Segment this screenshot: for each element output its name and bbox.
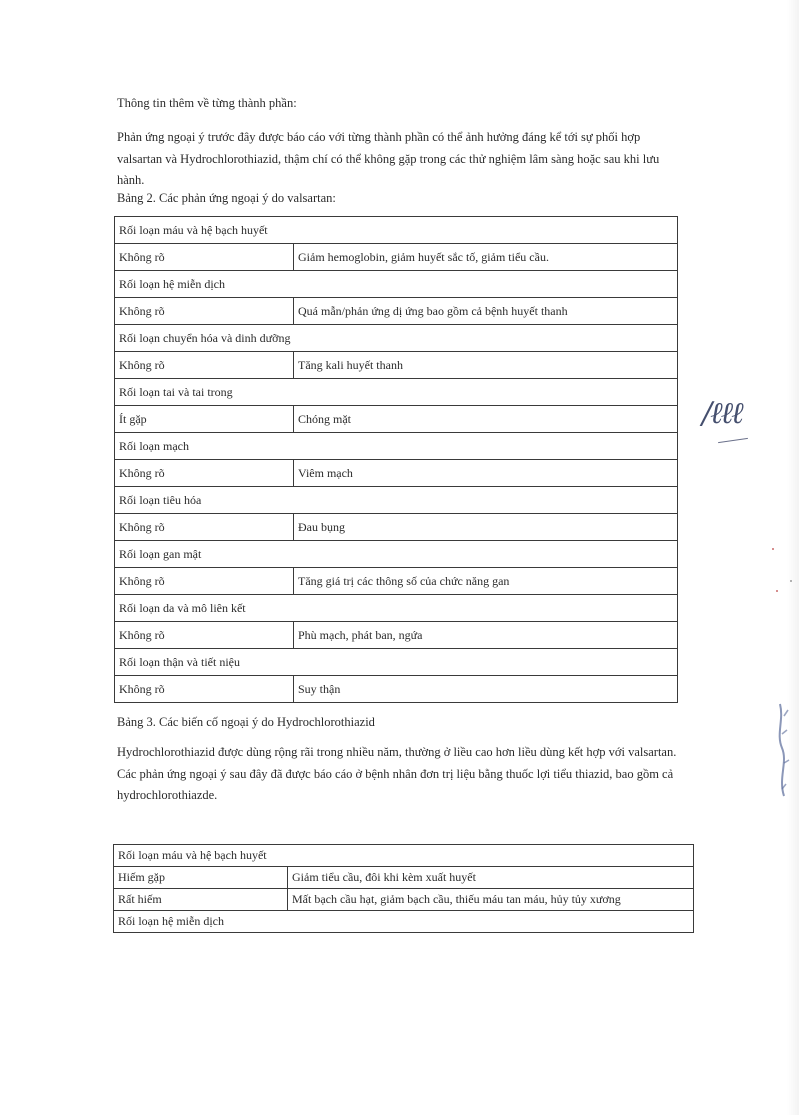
section-cell: Rối loạn thận và tiết niệu [115, 649, 678, 676]
table-row [115, 298, 678, 325]
table2-caption: Bảng 2. Các phản ứng ngoại ý do valsartan: [117, 191, 336, 205]
table-row [115, 514, 678, 541]
hctz-paragraph: Hydrochlorothiazid được dùng rộng rãi trong nhiều năm, thường ở liều cao hơn liều dùng kết hợp với valsartan. Các phản ứng ngoại ý sau đây đã được báo cáo ở bệnh nhân đơn trị liệu bằng thuốc lợi tiểu thiazid, bao gồm cả hydrochlorothiazde. [117, 745, 677, 802]
frequency-cell: Không rõ [115, 568, 294, 595]
effect-cell: Phù mạch, phát ban, ngứa [294, 622, 678, 649]
frequency-cell: Không rõ [115, 460, 294, 487]
effect-cell: Suy thận [294, 676, 678, 703]
frequency-cell: Không rõ [115, 676, 294, 703]
section-cell: Rối loạn chuyển hóa và dinh dưỡng [115, 325, 678, 352]
section-cell: Rối loạn gan mật [115, 541, 678, 568]
hctz-adverse-events-table [113, 844, 694, 933]
section-cell: Rối loạn hệ miễn dịch [114, 911, 694, 933]
intro-paragraph: Phản ứng ngoại ý trước đây được báo cáo với từng thành phần có thể ảnh hưởng đáng kể tới sự phối hợp valsartan và Hydrochlorothiazid, thậm chí có thể không gặp trong các thử nghiệm lâm sàng hoặc sau khi lưu hành. [117, 130, 660, 187]
table-row [115, 325, 678, 352]
effect-cell: Mất bạch cầu hạt, giảm bạch cầu, thiếu máu tan máu, hủy tủy xương [288, 889, 694, 911]
effect-cell: Tăng giá trị các thông số của chức năng gan [294, 568, 678, 595]
table-row [115, 406, 678, 433]
effect-cell: Quá mẫn/phản ứng dị ứng bao gồm cả bệnh huyết thanh [294, 298, 678, 325]
table-row [115, 649, 678, 676]
frequency-cell: Không rõ [115, 622, 294, 649]
table-row [115, 622, 678, 649]
table-row [114, 889, 694, 911]
table-row [115, 568, 678, 595]
table-row [115, 595, 678, 622]
effect-cell: Giảm hemoglobin, giảm huyết sắc tố, giảm tiểu cầu. [294, 244, 678, 271]
table-row [115, 487, 678, 514]
edge-stamp-mark [762, 700, 796, 800]
frequency-cell: Ít gặp [115, 406, 294, 433]
section-cell: Rối loạn máu và hệ bạch huyết [115, 217, 678, 244]
table-row [115, 271, 678, 298]
scan-speck [790, 580, 792, 582]
effect-cell: Đau bụng [294, 514, 678, 541]
frequency-cell: Không rõ [115, 514, 294, 541]
section-cell: Rối loạn mạch [115, 433, 678, 460]
section-cell: Rối loạn da và mô liên kết [115, 595, 678, 622]
table-row [115, 352, 678, 379]
scan-speck [776, 590, 778, 592]
frequency-cell: Hiếm gặp [114, 867, 288, 889]
effect-cell: Viêm mạch [294, 460, 678, 487]
valsartan-adverse-reactions-table [114, 216, 678, 703]
table-row [115, 676, 678, 703]
section-cell: Rối loạn tiêu hóa [115, 487, 678, 514]
frequency-cell: Rất hiếm [114, 889, 288, 911]
section-heading: Thông tin thêm về từng thành phần: [117, 96, 297, 110]
frequency-cell: Không rõ [115, 298, 294, 325]
table-row [115, 460, 678, 487]
initials-underline [718, 438, 748, 443]
frequency-cell: Không rõ [115, 244, 294, 271]
table3-caption: Bảng 3. Các biến cố ngoại ý do Hydrochlorothiazid [117, 715, 375, 729]
handwritten-initials: /ℓℓℓ [702, 396, 742, 431]
effect-cell: Chóng mặt [294, 406, 678, 433]
section-cell: Rối loạn hệ miễn dịch [115, 271, 678, 298]
table-row [114, 867, 694, 889]
scan-edge-shadow [787, 0, 799, 1115]
table-row [115, 433, 678, 460]
table-row [115, 541, 678, 568]
effect-cell: Tăng kali huyết thanh [294, 352, 678, 379]
section-cell: Rối loạn máu và hệ bạch huyết [114, 845, 694, 867]
section-cell: Rối loạn tai và tai trong [115, 379, 678, 406]
scan-speck [772, 548, 774, 550]
effect-cell: Giảm tiểu cầu, đôi khi kèm xuất huyết [288, 867, 694, 889]
table-row [115, 244, 678, 271]
table-row [114, 911, 694, 933]
table-row [114, 845, 694, 867]
frequency-cell: Không rõ [115, 352, 294, 379]
table-row [115, 217, 678, 244]
table-row [115, 379, 678, 406]
